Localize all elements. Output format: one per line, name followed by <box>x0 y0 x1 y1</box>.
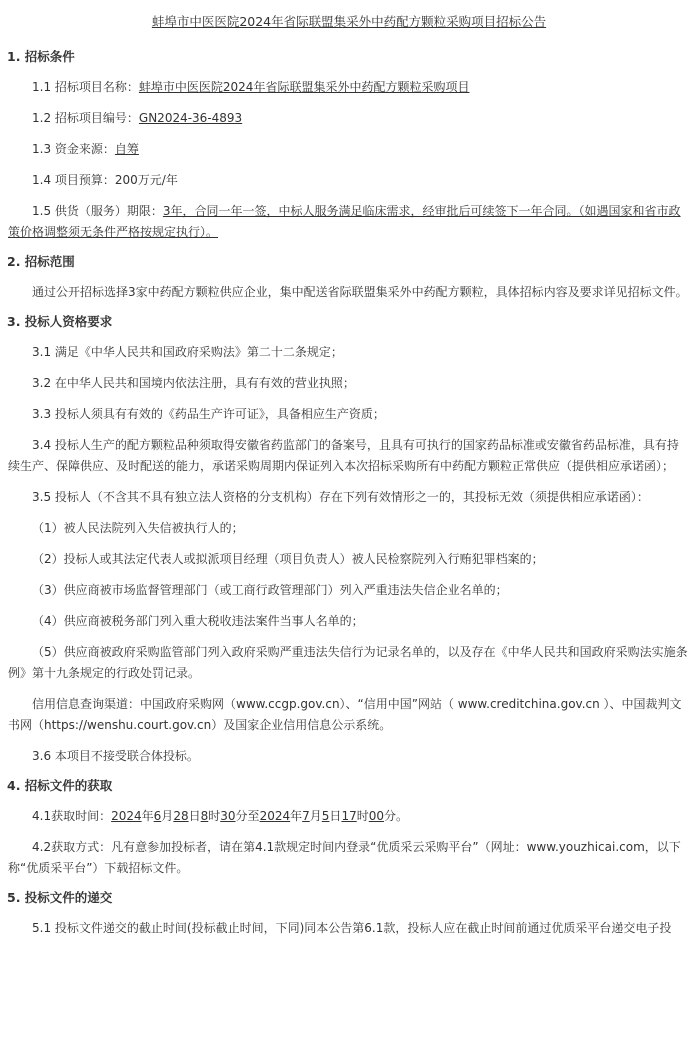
requirement-3-1: 3.1 满足《中华人民共和国政府采购法》第二十二条规定； <box>32 345 343 359</box>
text-year-2: 年 <box>290 809 303 823</box>
service-period-label: 1.5 供货（服务）期限： <box>32 204 163 218</box>
start-year: 2024 <box>111 809 142 823</box>
fund-source-line <box>8 139 690 160</box>
requirement-3-4: 3.4 投标人生产的配方颗粒品种须取得安徽省药监部门的备案号，且具有可执行的国家药品标准或安徽省药品标准，具有持续生产、保障供应、及时配送的能力，承诺采购周期内保证列入本次招标采购所有中药配方颗粒正常供应（提供相应承诺函）； <box>8 438 679 473</box>
requirement-3-2: 3.2 在中华人民共和国境内依法注册，具有有效的营业执照； <box>32 376 355 390</box>
acquisition-time-label: 4.1获取时间： <box>32 809 112 823</box>
text-minute-to: 分至 <box>235 809 260 823</box>
acquisition-method: 4.2获取方式：凡有意参加投标者，请在第4.1款规定时间内登录“优质采云采购平台”（网址：www.youzhicai.com，以下称“优质采平台”）下载招标文件。 <box>8 840 681 875</box>
service-period-line <box>8 201 690 243</box>
submission-deadline: 5.1 投标文件递交的截止时间(投标截止时间，下同)同本公告第6.1款，投标人应在截止时间前通过优质采平台递交电子投 <box>32 921 672 935</box>
text-minute-end: 分。 <box>384 809 409 823</box>
section-heading-2: 2. 招标范围 <box>7 254 75 269</box>
project-name-line <box>8 77 690 98</box>
text-hour-2: 时 <box>356 809 369 823</box>
end-month: 7 <box>302 809 310 823</box>
section-heading-1: 1. 招标条件 <box>7 49 75 64</box>
requirement-3-5: 3.5 投标人（不含其不具有独立法人资格的分支机构）存在下列有效情形之一的，其投标无效（须提供相应承诺函）： <box>32 490 649 504</box>
project-code-value: GN2024-36-4893 <box>138 111 243 125</box>
text-month-2: 月 <box>309 809 322 823</box>
end-day: 5 <box>321 809 330 823</box>
project-name-value: 蚌埠市中医医院2024年省际联盟集采外中药配方颗粒采购项目 <box>138 80 470 94</box>
service-period-value: 3年，合同一年一签，中标人服务满足临床需求，经审批后可续签下一年合同。（如遇国家和省市政策价格调整须无条件严格按规定执行）。 <box>8 204 681 239</box>
text-hour: 时 <box>208 809 221 823</box>
fund-source-label: 1.3 资金来源： <box>32 142 115 156</box>
requirement-3-6: 3.6 本项目不接受联合体投标。 <box>32 749 199 763</box>
section-heading-4: 4. 招标文件的获取 <box>7 778 113 793</box>
invalid-case-1: （1）被人民法院列入失信被执行人的； <box>32 521 244 535</box>
start-minute: 30 <box>220 809 236 823</box>
end-minute: 00 <box>368 809 385 823</box>
start-hour: 8 <box>200 809 209 823</box>
acquisition-time-line <box>8 806 690 827</box>
project-name-label: 1.1 招标项目名称： <box>32 80 139 94</box>
text-month: 月 <box>161 809 174 823</box>
page-title: 蚌埠市中医医院2024年省际联盟集采外中药配方颗粒采购项目招标公告 <box>151 14 547 29</box>
start-month: 6 <box>153 809 162 823</box>
start-day: 28 <box>173 809 189 823</box>
invalid-case-5: （5）供应商被政府采购监管部门列入政府采购严重违法失信行为记录名单的，以及存在《中华人民共和国政府采购法实施条例》第十九条规定的行政处罚记录。 <box>8 645 688 680</box>
text-day-2: 日 <box>329 809 342 823</box>
invalid-case-3: （3）供应商被市场监督管理部门（或工商行政管理部门）列入严重违法失信企业名单的； <box>32 583 508 597</box>
project-code-label: 1.2 招标项目编号： <box>32 111 139 125</box>
requirement-3-3: 3.3 投标人须具有有效的《药品生产许可证》，具备相应生产资质； <box>32 407 385 421</box>
project-code-line <box>8 108 690 129</box>
text-day: 日 <box>188 809 201 823</box>
scope-text: 通过公开招标选择3家中药配方颗粒供应企业，集中配送省际联盟集采外中药配方颗粒，具体招标内容及要求详见招标文件。 <box>32 285 688 299</box>
credit-query-channels: 信用信息查询渠道：中国政府采购网（www.ccgp.gov.cn）、“信用中国”网站（ www.creditchina.gov.cn ）、中国裁判文书网（https://wenshu.court.gov.cn）及国家企业信用信息公示系统。 <box>8 697 682 732</box>
section-heading-5: 5. 投标文件的递交 <box>7 890 113 905</box>
end-hour: 17 <box>341 809 357 823</box>
text-year: 年 <box>141 809 154 823</box>
end-year: 2024 <box>259 809 291 823</box>
budget-line: 1.4 项目预算：200万元/年 <box>32 173 178 187</box>
fund-source-value: 自筹 <box>114 142 139 156</box>
invalid-case-4: （4）供应商被税务部门列入重大税收违法案件当事人名单的； <box>32 614 364 628</box>
section-heading-3: 3. 投标人资格要求 <box>7 314 113 329</box>
invalid-case-2: （2）投标人或其法定代表人或拟派项目经理（项目负责人）被人民检察院列入行贿犯罪档案的； <box>32 552 544 566</box>
